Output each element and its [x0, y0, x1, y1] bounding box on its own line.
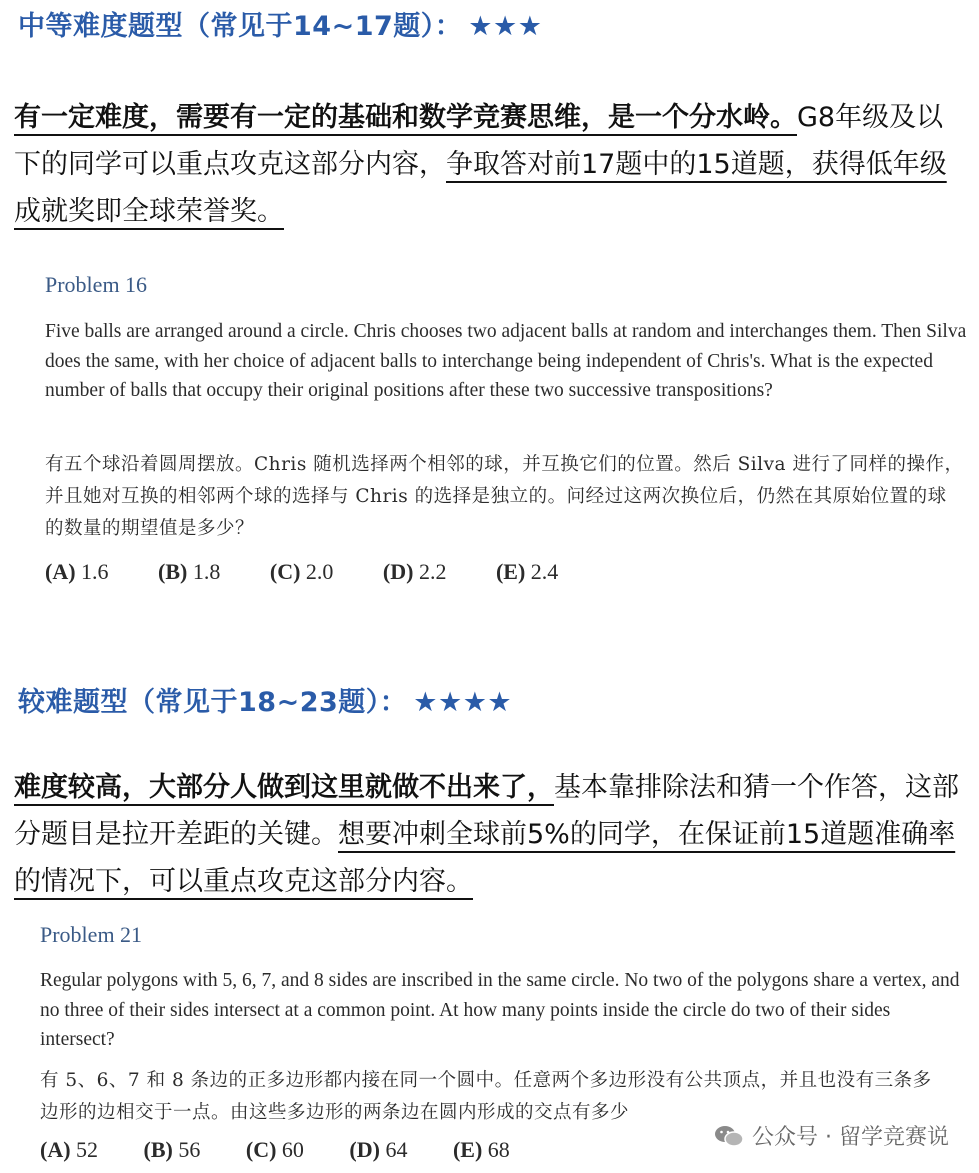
- problem-english-text: Regular polygons with 5, 6, 7, and 8 sides are inscribed in the same circle. No two of the polygons share a vertex, and no three of their sides intersect at a common point. At how many points inside the circle do two of their sides intersect?: [40, 970, 960, 1050]
- choice-e[interactable]: (E) 2.4: [495, 559, 559, 584]
- section-heading-hard: [18, 680, 512, 719]
- choice-d[interactable]: (D) 2.2: [382, 559, 447, 584]
- problem-title: Problem 21: [40, 922, 143, 947]
- problem-16-card: [0, 262, 979, 602]
- section-heading-text: 中等难度题型（常见于14~17题）：: [18, 11, 463, 42]
- section-description-hard: [14, 764, 959, 905]
- choice-b[interactable]: (B) 56: [143, 1137, 201, 1162]
- watermark: [714, 1120, 949, 1151]
- description-emphasis: 有一定难度，需要有一定的基础和数学竞赛思维，是一个分水岭。: [14, 102, 797, 133]
- choice-c[interactable]: (C) 2.0: [269, 559, 334, 584]
- problem-chinese-text: 有五个球沿着圆周摆放。Chris 随机选择两个相邻的球，并互换它们的位置。然后 Silva 进行了同样的操作，并且她对互换的相邻两个球的选择与 Chris 的选择是独立的。问经过这两次换位后，仍然在其原始位置的球的数量的期望值是多少？: [45, 454, 964, 539]
- description-goal: 想要冲刺全球前5%的同学，在保证前15道题准确率的情况下，可以重点攻克这部分内容。: [14, 819, 956, 897]
- problem-chinese-text: 有 5、6、7 和 8 条边的正多边形都内接在同一个圆中。任意两个多边形没有公共顶点，并且也没有三条多边形的边相交于一点。由这些多边形的两条边在圆内形成的交点有多少: [40, 1070, 932, 1123]
- choice-a[interactable]: (A) 52: [40, 1137, 99, 1162]
- answer-choices: [40, 1137, 550, 1163]
- description-text: G8年级及以下的同学可以重点攻克这部分内容，: [14, 102, 944, 180]
- answer-choices: [45, 559, 602, 585]
- section-description-medium: [14, 94, 959, 235]
- description-text: 基本靠排除法和猜一个作答，这部分题目是拉开差距的关键。: [14, 772, 959, 850]
- description-goal: 争取答对前17题中的15道题，获得低年级成就奖即全球荣誉奖。: [14, 149, 947, 227]
- section-heading-text: 较难题型（常见于18~23题）：: [18, 687, 408, 718]
- difficulty-stars: ★★★: [468, 11, 543, 42]
- choice-a[interactable]: (A) 1.6: [45, 559, 109, 584]
- choice-b[interactable]: (B) 1.8: [158, 559, 221, 584]
- problem-title: Problem 16: [45, 272, 148, 297]
- choice-c[interactable]: (C) 60: [245, 1137, 304, 1162]
- choice-e[interactable]: (E) 68: [452, 1137, 510, 1162]
- description-emphasis: 难度较高，大部分人做到这里就做不出来了，: [14, 772, 554, 803]
- wechat-icon: [714, 1124, 744, 1148]
- problem-english-text: Five balls are arranged around a circle. Chris chooses two adjacent balls at random and interchanges them. Then Silva does the same, with her choice of adjacent balls to interchange being independent of Chris's. What is the expected number of balls that occupy their original positions after these two successive transpositions?: [45, 321, 967, 401]
- difficulty-stars: ★★★★: [413, 687, 513, 718]
- watermark-text: 公众号 · 留学竞赛说: [752, 1125, 949, 1150]
- section-heading-medium: [18, 4, 542, 43]
- choice-d[interactable]: (D) 64: [349, 1137, 408, 1162]
